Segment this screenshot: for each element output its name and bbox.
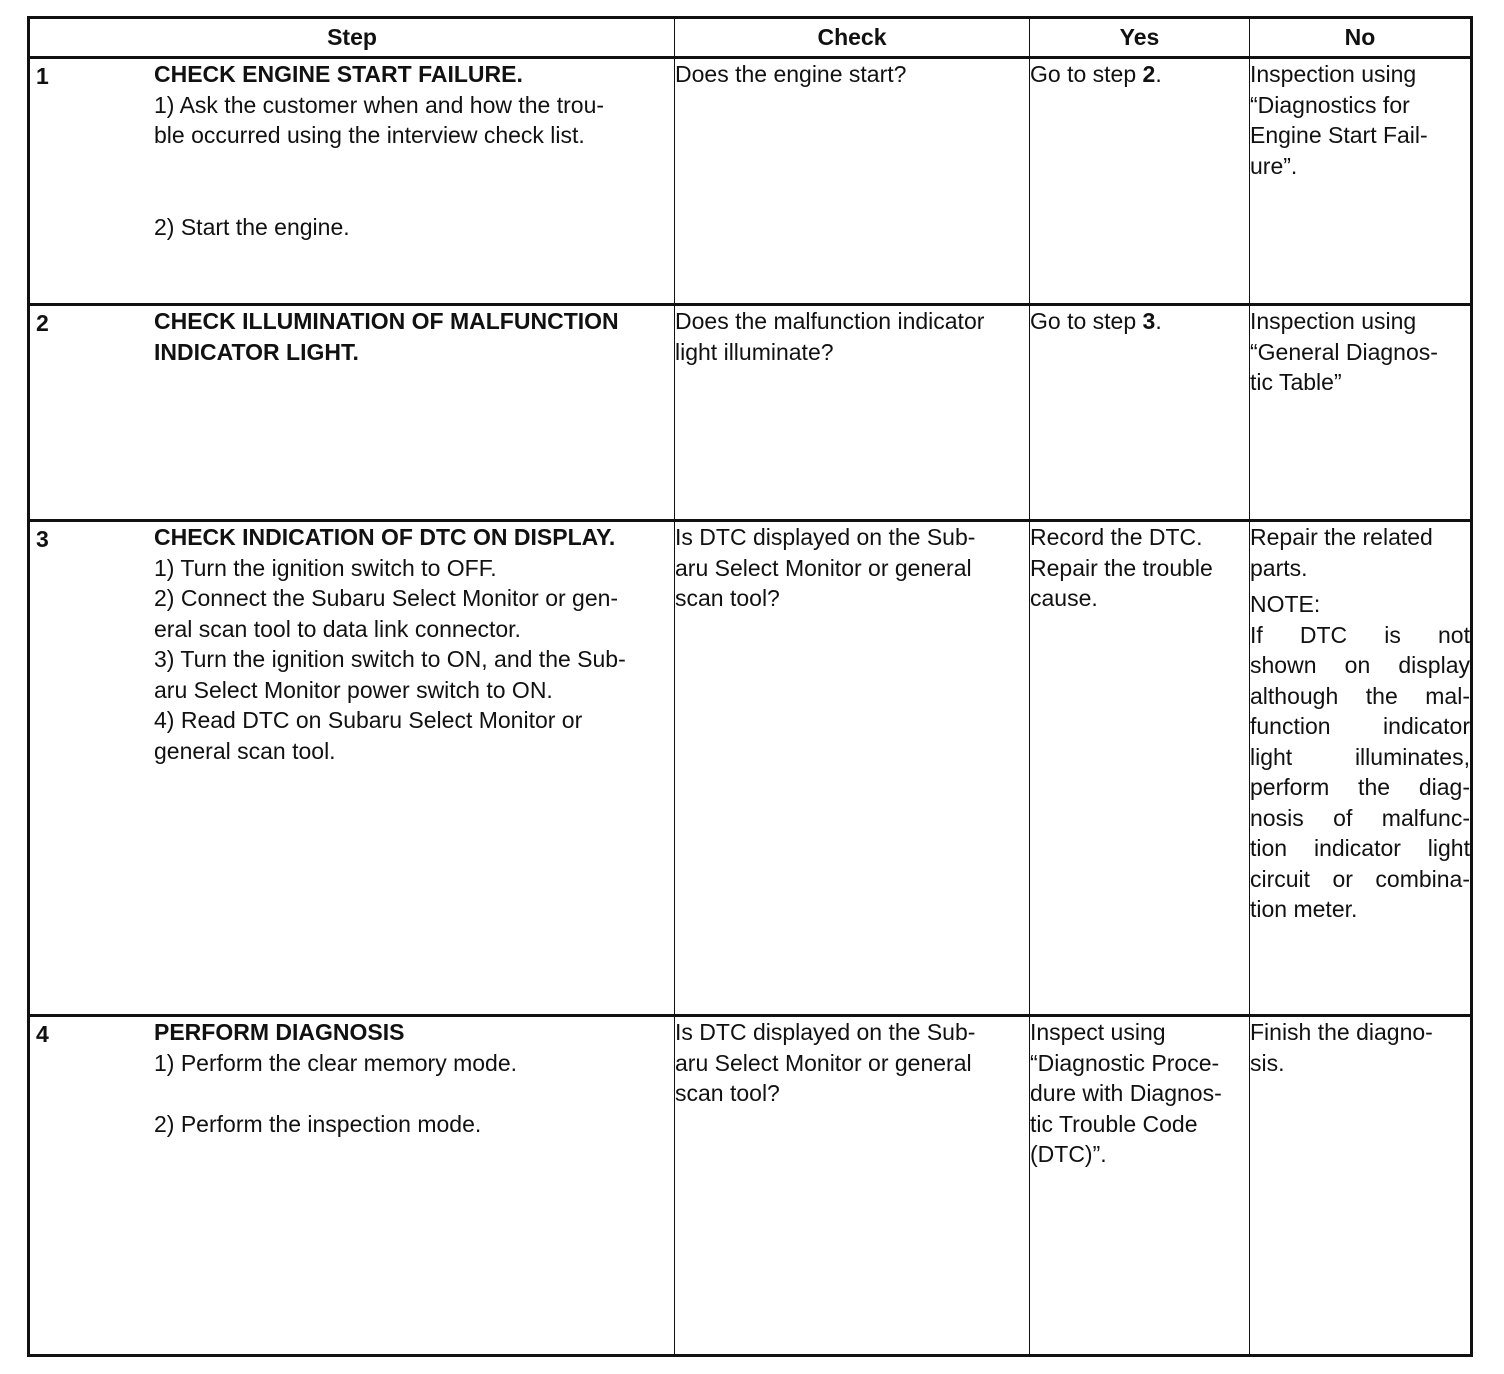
note-line: tion meter. [1250,896,1358,922]
step-number: 4 [36,1021,49,1047]
yes-text: Inspect using [1030,1019,1166,1045]
diagnostic-table [27,16,1473,1357]
yes-cell [1030,1016,1250,1356]
yes-text: . [1155,308,1162,334]
note-line: If DTC is not [1250,621,1470,648]
table-row [29,305,1472,521]
no-text: Inspection using [1250,61,1417,87]
table-row [29,1016,1472,1356]
step-instruction: 1) Turn the ignition switch to OFF. [154,554,497,581]
step-instruction: aru Select Monitor power switch to ON. [154,676,553,703]
note-line: perform the diag- [1250,774,1470,800]
step-title: PERFORM DIAGNOSIS [154,1019,405,1045]
yes-text: . [1155,61,1162,87]
no-text: ure”. [1250,152,1298,179]
step-number: 3 [36,526,49,552]
check-text: aru Select Monitor or general [675,554,972,581]
no-text: tic Table” [1250,369,1342,395]
check-cell [675,305,1030,521]
yes-text: (DTC)”. [1030,1141,1107,1167]
step-number: 1 [36,63,49,89]
yes-text: dure with Diagnos- [1030,1080,1222,1106]
no-text: Finish the diagno- [1250,1019,1433,1045]
yes-text: cause. [1030,585,1098,611]
note-line: tion indicator light [1250,835,1470,861]
step-instruction: 2) Perform the inspection mode. [154,1111,482,1137]
step-instruction: 1) Perform the clear memory mode. [154,1049,518,1076]
check-text: Is DTC displayed on the Sub- [675,1019,976,1045]
yes-cell [1030,305,1250,521]
no-text: Inspection using [1250,308,1417,334]
note-line: light illuminates, [1250,743,1470,770]
check-text: Does the engine start? [675,61,907,87]
step-instruction: 1) Ask the customer when and how the trou- [154,91,605,118]
note-line: function indicator [1250,713,1470,739]
check-text: aru Select Monitor or general [675,1049,972,1076]
step-instruction: 4) Read DTC on Subaru Select Monitor or [154,707,583,733]
note-line: nosis of malfunc- [1250,804,1470,831]
check-cell [675,521,1030,1016]
yes-cell [1030,58,1250,305]
header-yes: Yes [1030,18,1250,58]
check-cell [675,1016,1030,1356]
note-line: shown on display [1250,652,1470,678]
no-text: parts. [1250,554,1308,581]
step-instruction: 2) Connect the Subaru Select Monitor or gen- [154,585,619,611]
check-text: scan tool? [675,585,780,611]
no-text: Engine Start Fail- [1250,122,1428,148]
yes-text: “Diagnostic Proce- [1030,1049,1220,1076]
yes-text: tic Trouble Code [1030,1110,1198,1137]
table-row [29,58,1472,305]
no-text: “Diagnostics for [1250,91,1410,118]
check-text: light illuminate? [675,338,834,365]
yes-text: Go to step [1030,308,1143,334]
no-text: sis. [1250,1049,1285,1076]
yes-text: Repair the trouble [1030,554,1213,581]
no-cell [1250,305,1472,521]
table-row [29,521,1472,1016]
yes-text: Go to step [1030,61,1143,87]
note-label: NOTE: [1250,591,1321,617]
step-instruction: general scan tool. [154,737,336,764]
step-instruction: eral scan tool to data link connector. [154,615,521,642]
no-cell [1250,521,1472,1016]
header-step: Step [29,18,675,58]
check-text: Does the malfunction indicator [675,308,985,334]
no-text: Repair the related [1250,524,1433,550]
step-cell [29,58,675,305]
yes-step-ref: 3 [1142,308,1156,334]
step-cell [29,305,675,521]
step-cell [29,521,675,1016]
header-row [29,18,1472,58]
step-instruction: 3) Turn the ignition switch to ON, and the Sub- [154,646,626,672]
header-check: Check [675,18,1030,58]
step-instruction: 2) Start the engine. [154,213,350,240]
step-title: INDICATOR LIGHT. [154,338,359,365]
yes-text: Record the DTC. [1030,524,1203,550]
check-text: Is DTC displayed on the Sub- [675,524,976,550]
no-cell [1250,58,1472,305]
no-text: “General Diagnos- [1250,338,1438,365]
yes-step-ref: 2 [1142,61,1156,87]
step-title: CHECK ENGINE START FAILURE. [154,61,523,87]
note-line: although the mal- [1250,682,1470,709]
step-title: CHECK ILLUMINATION OF MALFUNCTION [154,308,619,334]
step-title: CHECK INDICATION OF DTC ON DISPLAY. [154,524,616,550]
step-cell [29,1016,675,1356]
check-cell [675,58,1030,305]
check-text: scan tool? [675,1080,780,1106]
no-cell [1250,1016,1472,1356]
yes-cell [1030,521,1250,1016]
step-instruction: ble occurred using the interview check list. [154,122,585,148]
header-no: No [1250,18,1472,58]
step-number: 2 [36,310,49,336]
note-line: circuit or combina- [1250,865,1470,892]
